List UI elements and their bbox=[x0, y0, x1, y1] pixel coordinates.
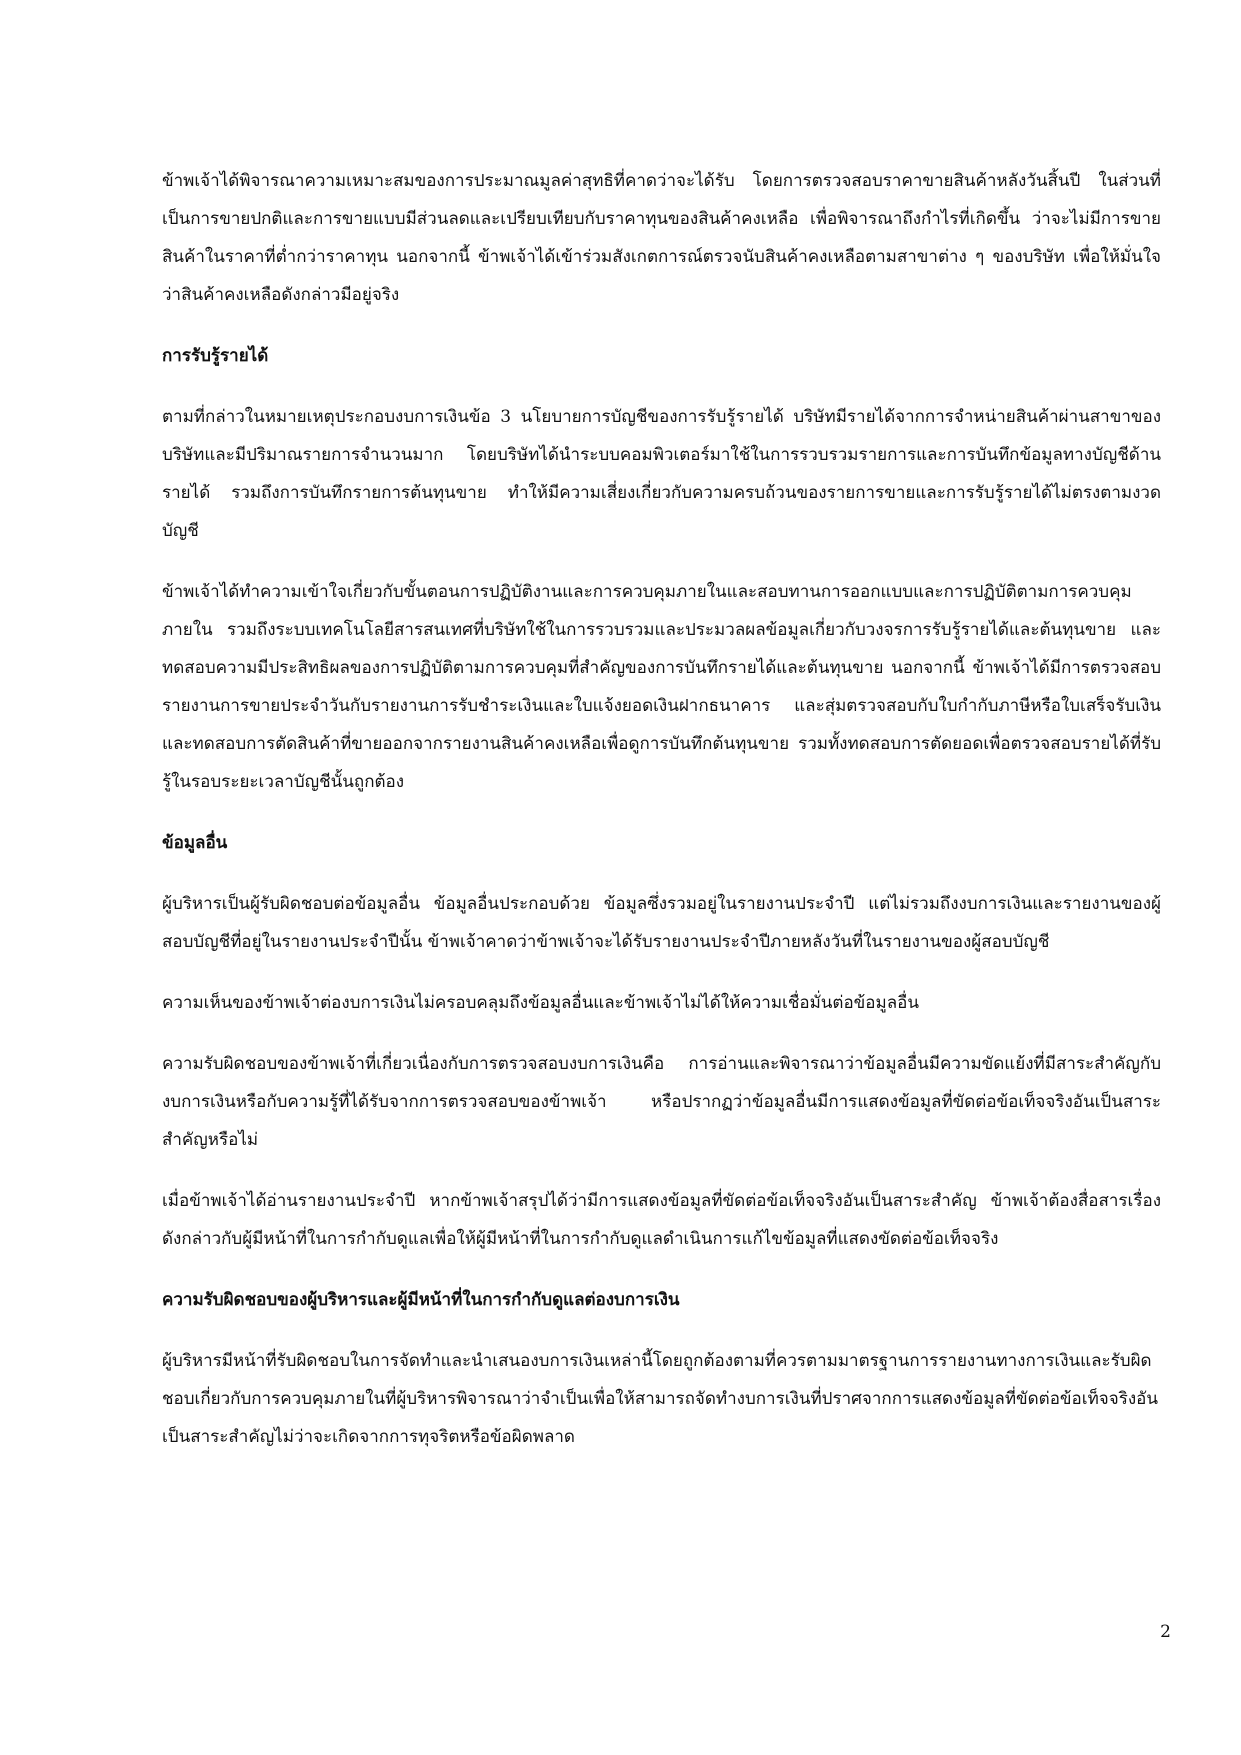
page-number: 2 bbox=[1160, 1622, 1171, 1642]
paragraph-management-duties: ผู้บริหารมีหน้าที่รับผิดชอบในการจัดทำและนำเสนองบการเงินเหล่านี้โดยถูกต้องตามที่ควรตามมาตรฐานการรายงานทางการเงินและรับผิดชอบเกี่ยวกับการควบคุมภายในที่ผู้บริหารพิจารณาว่าจำเป็นเพื่อให้สามารถจัดทำงบการเงินที่ปราศจากการแสดงข้อมูลที่ขัดต่อข้อเท็จจริงอันเป็นสาระสำคัญไม่ว่าจะเกิดจากการทุจริตหรือข้อผิดพลาด bbox=[162, 1351, 1158, 1447]
paragraph-annual-report: เมื่อข้าพเจ้าได้อ่านรายงานประจำปี หากข้าพเจ้าสรุปได้ว่ามีการแสดงข้อมูลที่ขัดต่อข้อเท็จจริงอันเป็นสาระสำคัญ ข้าพเจ้าต้องสื่อสารเรื่องดังกล่าวกับผู้มีหน้าที่ในการกำกับดูแลเพื่อให้ผู้มีหน้าที่ในการกำกับดูแลดำเนินการแก้ไขข้อมูลที่แสดงขัดต่อข้อเท็จจริง bbox=[162, 1191, 1161, 1249]
paragraph-revenue-procedures: ข้าพเจ้าได้ทำความเข้าใจเกี่ยวกับขั้นตอนการปฏิบัติงานและการควบคุมภายในและสอบทานการออกแบบและการปฏิบัติตามการควบคุมภายใน รวมถึงระบบเทคโนโลยีสารสนเทศที่บริษัทใช้ในการรวบรวมและประมวลผลข้อมูลเกี่ยวกับวงจรการรับรู้รายได้และต้นทุนขาย และทดสอบความมีประสิทธิผลของการปฏิบัติตามการควบคุมที่สำคัญของการบันทึกรายได้และต้นทุนขาย นอกจากนี้ ข้าพเจ้าได้มีการตรวจสอบรายงานการขายประจำวันกับรายงานการรับชำระเงินและใบแจ้งยอดเงินฝากธนาคาร และสุ่มตรวจสอบกับใบกำกับภาษีหรือใบเสร็จรับเงิน และทดสอบการตัดสินค้าที่ขายออกจากรายงานสินค้าคงเหลือเพื่อดูการบันทึกต้นทุนขาย รวมทั้งทดสอบการตัดยอดเพื่อตรวจสอบรายได้ที่รับรู้ในรอบระยะเวลาบัญชีนั้นถูกต้อง bbox=[162, 582, 1161, 792]
paragraph-inventory-valuation: ข้าพเจ้าได้พิจารณาความเหมาะสมของการประมาณมูลค่าสุทธิที่คาดว่าจะได้รับ โดยการตรวจสอบราคาขายสินค้าหลังวันสิ้นปี ในส่วนที่เป็นการขายปกติและการขายแบบมีส่วนลดและเปรียบเทียบกับราคาทุนของสินค้าคงเหลือ เพื่อพิจารณาถึงกำไรที่เกิดขึ้น ว่าจะไม่มีการขายสินค้าในราคาที่ต่ำกว่าราคาทุน นอกจากนี้ ข้าพเจ้าได้เข้าร่วมสังเกตการณ์ตรวจนับสินค้าคงเหลือตามสาขาต่าง ๆ ของบริษัท เพื่อให้มั่นใจว่าสินค้าคงเหลือดังกล่าวมีอยู่จริง bbox=[162, 171, 1161, 305]
paragraph-opinion-scope: ความเห็นของข้าพเจ้าต่องบการเงินไม่ครอบคลุมถึงข้อมูลอื่นและข้าพเจ้าไม่ได้ให้ความเชื่อมั่นต่อข้อมูลอื่น bbox=[162, 993, 919, 1013]
heading-management-responsibility: ความรับผิดชอบของผู้บริหารและผู้มีหน้าที่ในการกำกับดูแลต่องบการเงิน bbox=[162, 1290, 680, 1310]
paragraph-auditor-responsibility: ความรับผิดชอบของข้าพเจ้าที่เกี่ยวเนื่องกับการตรวจสอบงบการเงินคือ การอ่านและพิจารณาว่าข้อมูลอื่นมีความขัดแย้งที่มีสาระสำคัญกับงบการเงินหรือกับความรู้ที่ได้รับจากการตรวจสอบของข้าพเจ้า หรือปรากฏว่าข้อมูลอื่นมีการแสดงข้อมูลที่ขัดต่อข้อเท็จจริงอันเป็นสาระสำคัญหรือไม่ bbox=[162, 1054, 1161, 1150]
heading-other-information: ข้อมูลอื่น bbox=[162, 833, 228, 853]
heading-revenue-recognition: การรับรู้รายได้ bbox=[162, 346, 269, 366]
paragraph-other-info-responsibility: ผู้บริหารเป็นผู้รับผิดชอบต่อข้อมูลอื่น ข้อมูลอื่นประกอบด้วย ข้อมูลซึ่งรวมอยู่ในรายงานประจำปี แต่ไม่รวมถึงงบการเงินและรายงานของผู้สอบบัญชีที่อยู่ในรายงานประจำปีนั้น ข้าพเจ้าคาดว่าข้าพเจ้าจะได้รับรายงานประจำปีภายหลังวันที่ในรายงานของผู้สอบบัญชี bbox=[162, 894, 1161, 952]
paragraph-revenue-risk: ตามที่กล่าวในหมายเหตุประกอบงบการเงินข้อ 3 นโยบายการบัญชีของการรับรู้รายได้ บริษัทมีรายได้จากการจำหน่ายสินค้าผ่านสาขาของบริษัทและมีปริมาณรายการจำนวนมาก โดยบริษัทได้นำระบบคอมพิวเตอร์มาใช้ในการรวบรวมรายการและการบันทึกข้อมูลทางบัญชีด้านรายได้ รวมถึงการบันทึกรายการต้นทุนขาย ทำให้มีความเสี่ยงเกี่ยวกับความครบถ้วนของรายการขายและการรับรู้รายได้ไม่ตรงตามงวดบัญชี bbox=[162, 407, 1161, 541]
